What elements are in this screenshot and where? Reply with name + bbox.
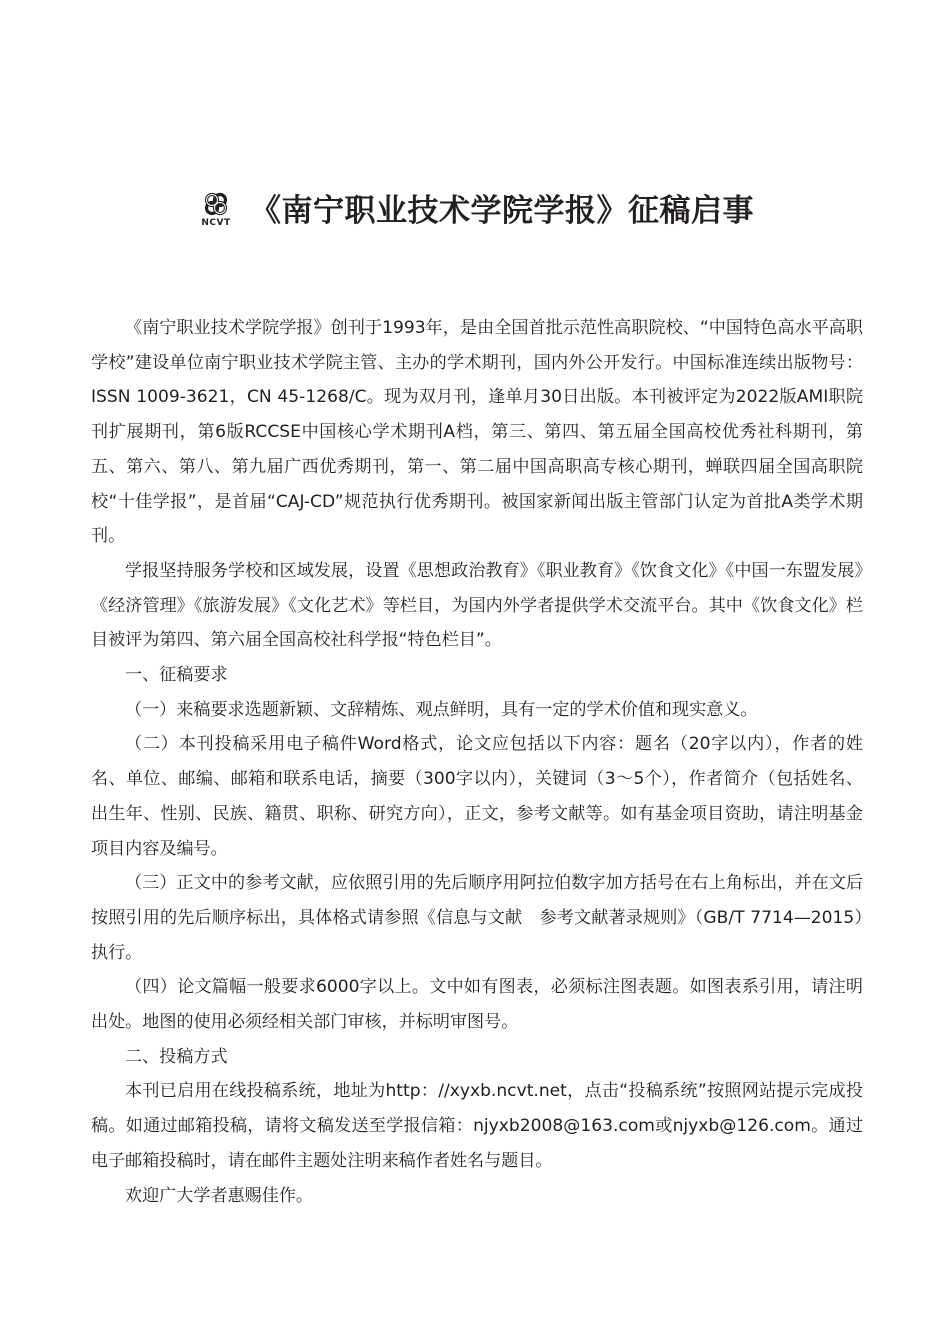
section-heading-submission: 二、投稿方式 [125, 1046, 228, 1067]
section-heading-requirements: 一、征稿要求 [125, 665, 228, 686]
journal-logo [196, 191, 236, 228]
requirement-item-2: （二）本刊投稿采用电子稿件Word格式，论文应包括以下内容：题名（20字以内），作者的姓名、单位、邮编、邮箱和联系电话，摘要（300字以内），关键词（3～5个），作者简介（包括姓名、出生年、性别、民族、籍贯、职称、研究方向），正文，参考文献等。如有基金项目资助，请注明基金项目内容及编号。 [91, 734, 863, 859]
page-title: 《南宁职业技术学院学报》征稿启事 [250, 192, 754, 229]
title-row [0, 182, 950, 232]
requirement-item-4: （四）论文篇幅一般要求6000字以上。文中如有图表，必须标注图表题。如图表系引用，请注明出处。地图的使用必须经相关部门审核，并标明审图号。 [91, 977, 863, 1033]
paragraph-intro: 《南宁职业技术学院学报》创刊于1993年，是由全国首批示范性高职院校、“中国特色高水平高职学校”建设单位南宁职业技术学院主管、主办的学术期刊，国内外公开发行。中国标准连续出版物号：ISSN 1009-3621，CN 45-1268/C。现为双月刊，逢单月30日出版。本刊被评定为2022版AMI职院刊扩展期刊，第6版RCCSE中国核心学术期刊A档，第三、第四、第五届全国高校优秀社科期刊，第五、第六、第八、第九届广西优秀期刊，第一、第二届中国高职高专核心期刊，蝉联四届全国高职院校“十佳学报”，是首届“CAJ-CD”规范执行优秀期刊。被国家新闻出版主管部门认定为首批A类学术期刊。 [91, 318, 863, 547]
requirement-item-3: （三）正文中的参考文献，应依照引用的先后顺序用阿拉伯数字加方括号在右上角标出，并在文后按照引用的先后顺序标出，具体格式请参照《信息与文献 参考文献著录规则》（GB/T 7714—2015）执行。 [91, 873, 863, 963]
paragraph-submission: 本刊已启用在线投稿系统，地址为http：//xyxb.ncvt.net，点击“投稿系统”按照网站提示完成投稿。如通过邮箱投稿，请将文稿发送至学报信箱：njyxb2008@163.com或njyxb@126.com。通过电子邮箱投稿时，请在邮件主题处注明来稿作者姓名与题目。 [91, 1081, 863, 1171]
ncvt-emblem-icon [203, 191, 229, 217]
logo-text: NCVT [201, 217, 231, 228]
paragraph-closing: 欢迎广大学者惠赐佳作。 [125, 1185, 314, 1206]
article-body [91, 311, 863, 1213]
paragraph-columns: 学报坚持服务学校和区域发展，设置《思想政治教育》《职业教育》《饮食文化》《中国一东盟发展》《经济管理》《旅游发展》《文化艺术》等栏目，为国内外学者提供学术交流平台。其中《饮食文化》栏目被评为第四、第六届全国高校社科学报“特色栏目”。 [91, 560, 863, 651]
requirement-item-1: （一）来稿要求选题新颖、文辞精炼、观点鲜明，具有一定的学术价值和现实意义。 [125, 699, 758, 720]
